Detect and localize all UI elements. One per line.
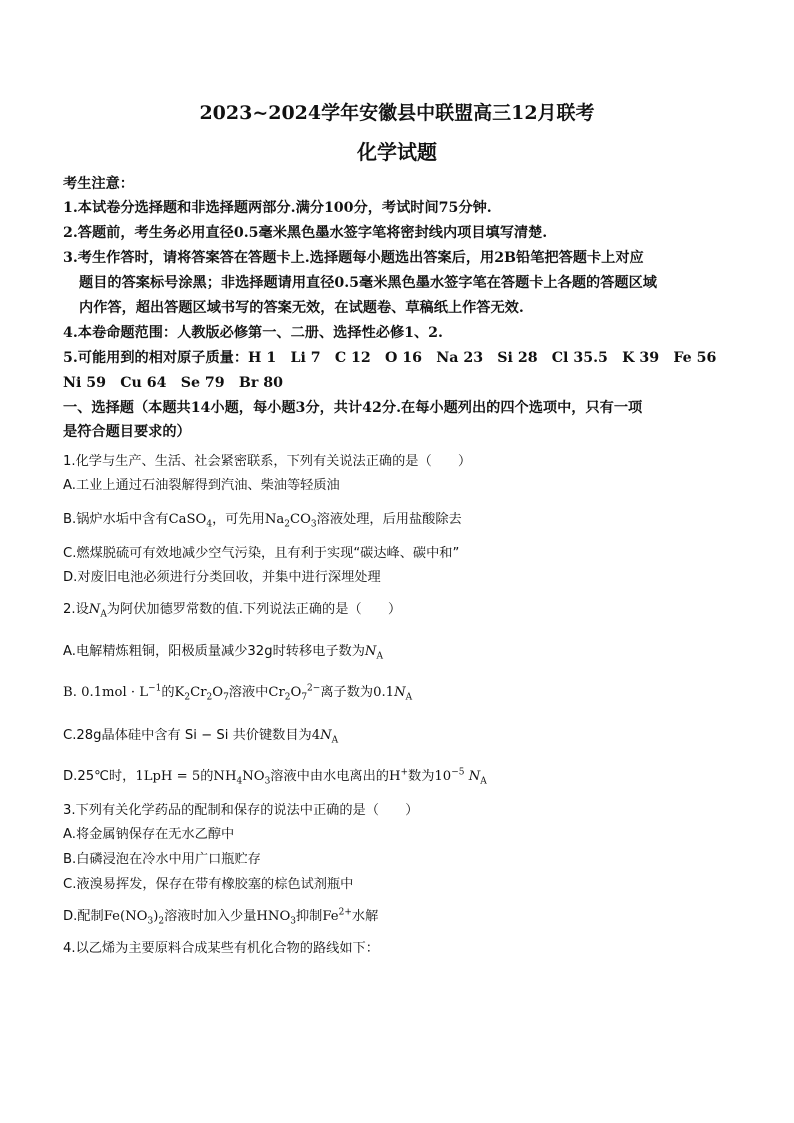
exam-subject: 化学试题 — [357, 140, 437, 164]
section-heading-cont: 是符合题目要求的） — [63, 424, 191, 440]
notice-item-3-cont1: 题目的答案标号涂黑；非选择题请用直径0.5毫米黑色墨水签字笔在答题卡上各题的答题区域 — [79, 275, 657, 291]
q3-option-b: B.白磷浸泡在冷水中用广口瓶贮存 — [63, 852, 261, 867]
notice-item-2: 2.答题前，考生务必用直径0.5毫米黑色墨水签字笔将密封线内项目填写清楚. — [63, 225, 548, 241]
notice-item-5-cont: Ni 59 Cu 64 Se 79 Br 80 — [63, 375, 283, 391]
exam-title: 2023~2024学年安徽县中联盟高三12月联考 — [199, 102, 595, 124]
q2-option-d: D.25℃时，1LpH = 5的$NH_4NO_3$溶液中由水电离出的H+数为$10^{-5}$ $N_A$ — [63, 767, 487, 787]
section-heading: 一、选择题（本题共14小题，每小题3分，共计42分.在每小题列出的四个选项中，只有一项 — [63, 400, 643, 416]
q2-option-b: B. $0.1mol \cdot L^{-1}$的$K_2Cr_2O_7$溶液中$Cr_2O_7^{2-}$离子数为$0.1N_A$ — [63, 683, 413, 703]
notice-item-4: 4.本卷命题范围：人教版必修第一、二册、选择性必修1、2. — [63, 325, 443, 341]
notice-item-5: 5.可能用到的相对原子质量：H 1 Li 7 C 12 O 16 Na 23 Si 28 Cl 35.5 K 39 Fe 56 — [63, 350, 717, 366]
q1-option-d: D.对废旧电池必须进行分类回收，并集中进行深埋处理 — [63, 570, 381, 585]
q4-stem: 4.以乙烯为主要原料合成某些有机化合物的路线如下： — [63, 941, 379, 956]
notice-heading: 考生注意： — [63, 176, 134, 192]
q3-option-c: C.液溴易挥发，保存在带有橡胶塞的棕色试剂瓶中 — [63, 877, 354, 892]
notice-item-3-cont2: 内作答，超出答题区域书写的答案无效，在试题卷、草稿纸上作答无效. — [79, 300, 524, 316]
q2-option-c: C.28g晶体硅中含有 Si − Si 共价键数目为$4N_A$ — [63, 728, 339, 746]
q3-option-d: D.配制$Fe(NO_3)_2$溶液时加入少量$HNO_3$抑制$Fe^{2+}$水解 — [63, 907, 379, 927]
q3-stem: 3.下列有关化学药品的配制和保存的说法中正确的是（ ） — [63, 803, 419, 818]
notice-item-1: 1.本试卷分选择题和非选择题两部分.满分100分，考试时间75分钟. — [63, 200, 492, 216]
q1-option-a: A.工业上通过石油裂解得到汽油、柴油等轻质油 — [63, 478, 340, 493]
q2-stem: 2.设$N_A$为阿伏加德罗常数的值.下列说法正确的是（ ） — [63, 602, 402, 620]
q2-option-a: A.电解精炼粗铜，阳极质量减少32g时转移电子数为$N_A$ — [63, 644, 383, 662]
notice-item-3: 3.考生作答时，请将答案答在答题卡上.选择题每小题选出答案后，用2B铅笔把答题卡上对应 — [63, 250, 644, 266]
q1-stem: 1.化学与生产、生活、社会紧密联系，下列有关说法正确的是（ ） — [63, 454, 472, 469]
q1-option-b: B.锅炉水垢中含有CaSO$_4$，可先用$Na_2CO_3$溶液处理，后用盐酸除去 — [63, 512, 462, 530]
q3-option-a: A.将金属钠保存在无水乙醇中 — [63, 827, 235, 842]
q1-option-c: C.燃煤脱硫可有效地减少空气污染，且有利于实现“碳达峰、碳中和” — [63, 546, 460, 561]
